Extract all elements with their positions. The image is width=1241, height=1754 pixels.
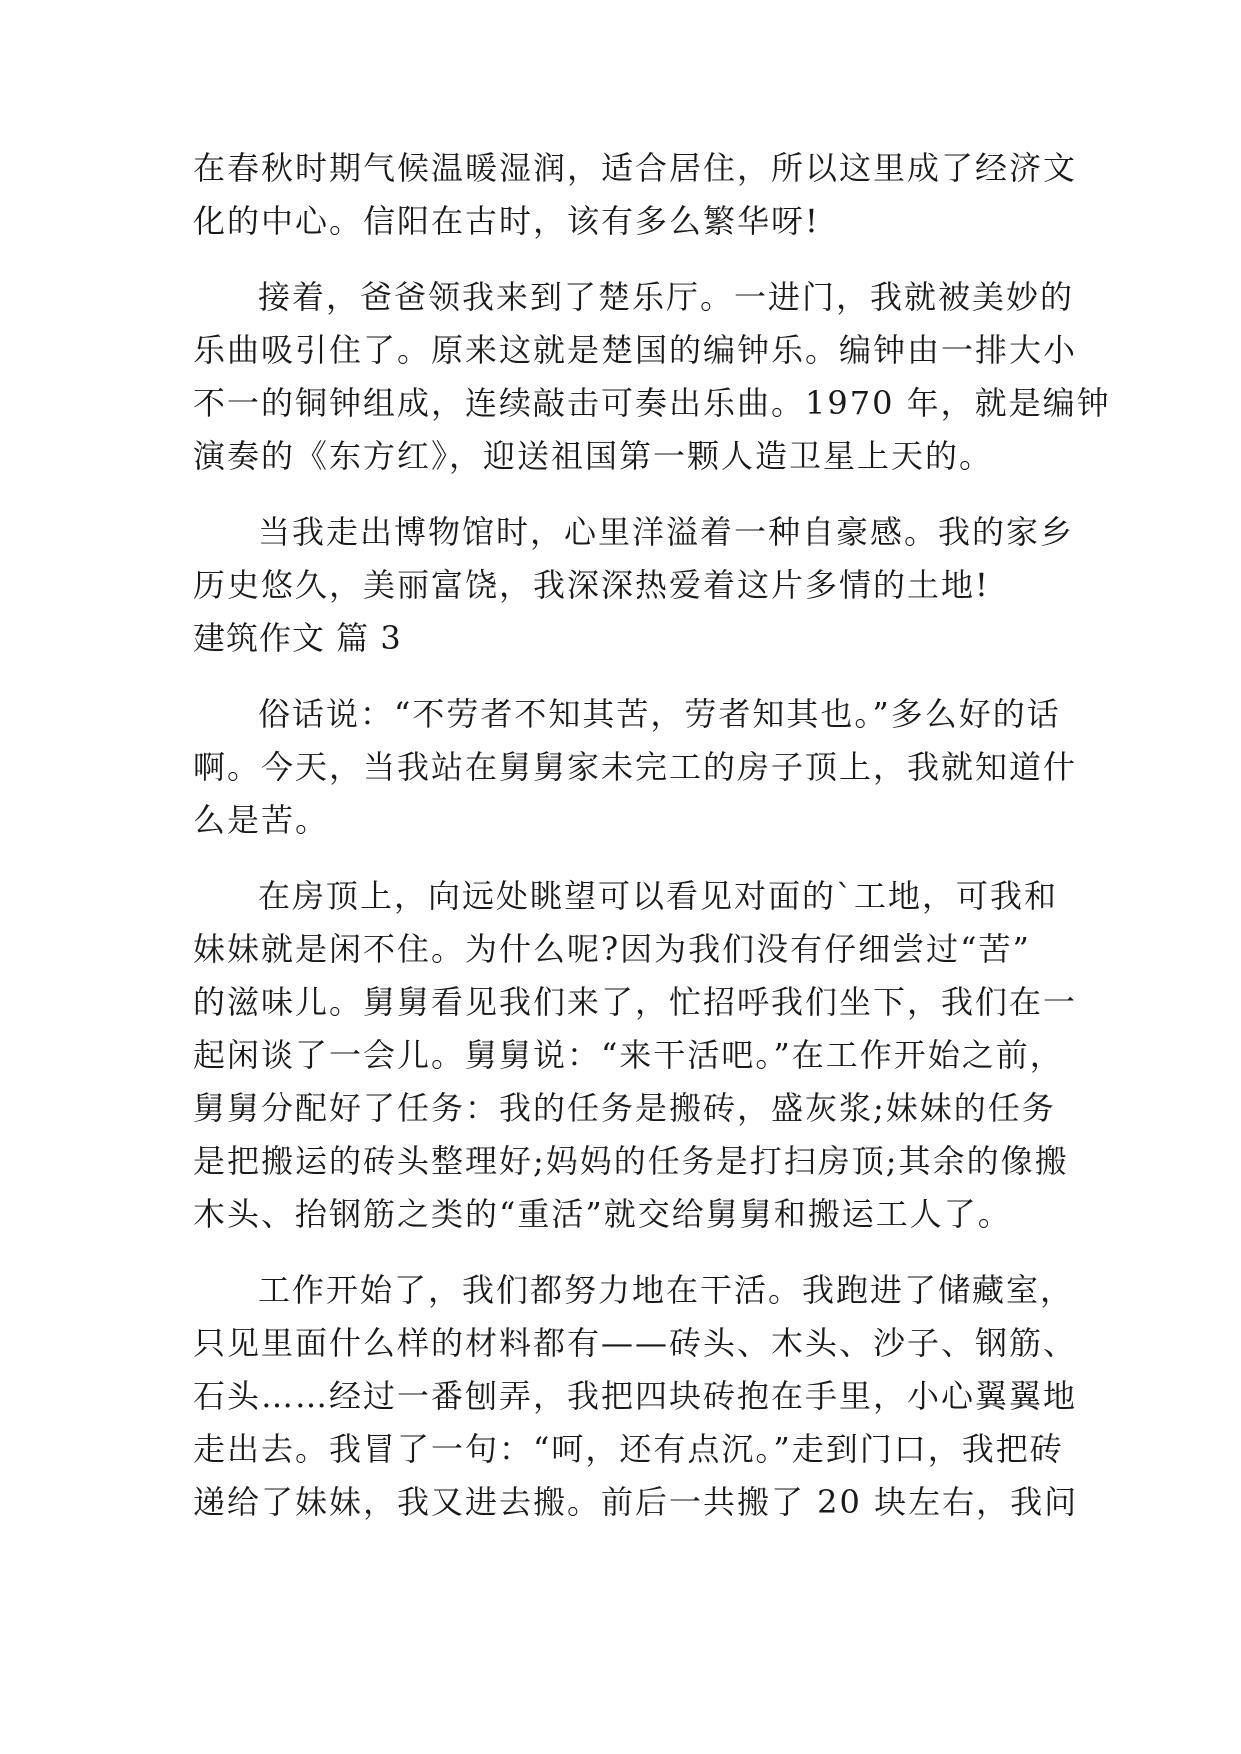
text-line-15: 的滋味儿。舅舅看见我们来了，忙招呼我们坐下，我们在一 — [193, 983, 1078, 1021]
text-line-14: 妹妹就是闲不住。为什么呢?因为我们没有仔细尝过“苦” — [193, 930, 1031, 968]
text-line-21: 只见里面什么样的材料都有——砖头、木头、沙子、钢筋、 — [193, 1324, 1078, 1362]
paragraph-start-line: 接着，爸爸领我来到了楚乐厅。一进门，我就被美妙的 — [258, 278, 1075, 316]
text-line-24: 递给了妹妹，我又进去搬。前后一共搬了 20 块左右，我问 — [193, 1483, 1079, 1521]
text-line-22: 石头……经过一番刨弄，我把四块砖抱在手里，小心翼翼地 — [193, 1377, 1078, 1415]
text-line-5: 不一的铜钟组成，连续敲击可奏出乐曲。1970 年，就是编钟 — [193, 384, 1111, 422]
text-line-19: 木头、抬钢筋之类的“重活”就交给舅舅和搬运工人了。 — [193, 1195, 1012, 1233]
paragraph-start-line: 工作开始了，我们都努力地在干活。我跑进了储藏室， — [258, 1271, 1075, 1309]
text-line-23: 走出去。我冒了一句：“呵，还有点沉。”走到门口，我把砖 — [193, 1430, 1064, 1468]
text-line-6: 演奏的《东方红》，迎送祖国第一颗人造卫星上天的。 — [193, 437, 994, 475]
text-line-4: 乐曲吸引住了。原来这就是楚国的编钟乐。编钟由一排大小 — [193, 331, 1078, 369]
text-line-11: 啊。今天，当我站在舅舅家未完工的房子顶上，我就知道什 — [193, 748, 1078, 786]
paragraph-start-line: 俗话说：“不劳者不知其苦，劳者知其也。”多么好的话 — [258, 695, 1061, 733]
text-line-18: 是把搬运的砖头整理好;妈妈的任务是打扫房顶;其余的像搬 — [193, 1142, 1069, 1180]
text-line-12: 么是苦。 — [193, 801, 330, 839]
text-line-1: 在春秋时期气候温暖湿润，适合居住，所以这里成了经济文 — [193, 149, 1078, 187]
text-line-16: 起闲谈了一会儿。舅舅说：“来干活吧。”在工作开始之前， — [193, 1036, 1064, 1074]
paragraph-start-line: 当我走出博物馆时，心里洋溢着一种自豪感。我的家乡 — [258, 513, 1075, 551]
text-line-8: 历史悠久，美丽富饶，我深深热爱着这片多情的土地! — [193, 566, 990, 604]
paragraph-start-line: 在房顶上，向远处眺望可以看见对面的`工地，可我和 — [258, 877, 1059, 915]
text-line-17: 舅舅分配好了任务：我的任务是搬砖，盛灰浆;妹妹的任务 — [193, 1089, 1056, 1127]
section-heading: 建筑作文 篇 3 — [193, 619, 402, 657]
text-line-2: 化的中心。信阳在古时，该有多么繁华呀! — [193, 202, 820, 240]
